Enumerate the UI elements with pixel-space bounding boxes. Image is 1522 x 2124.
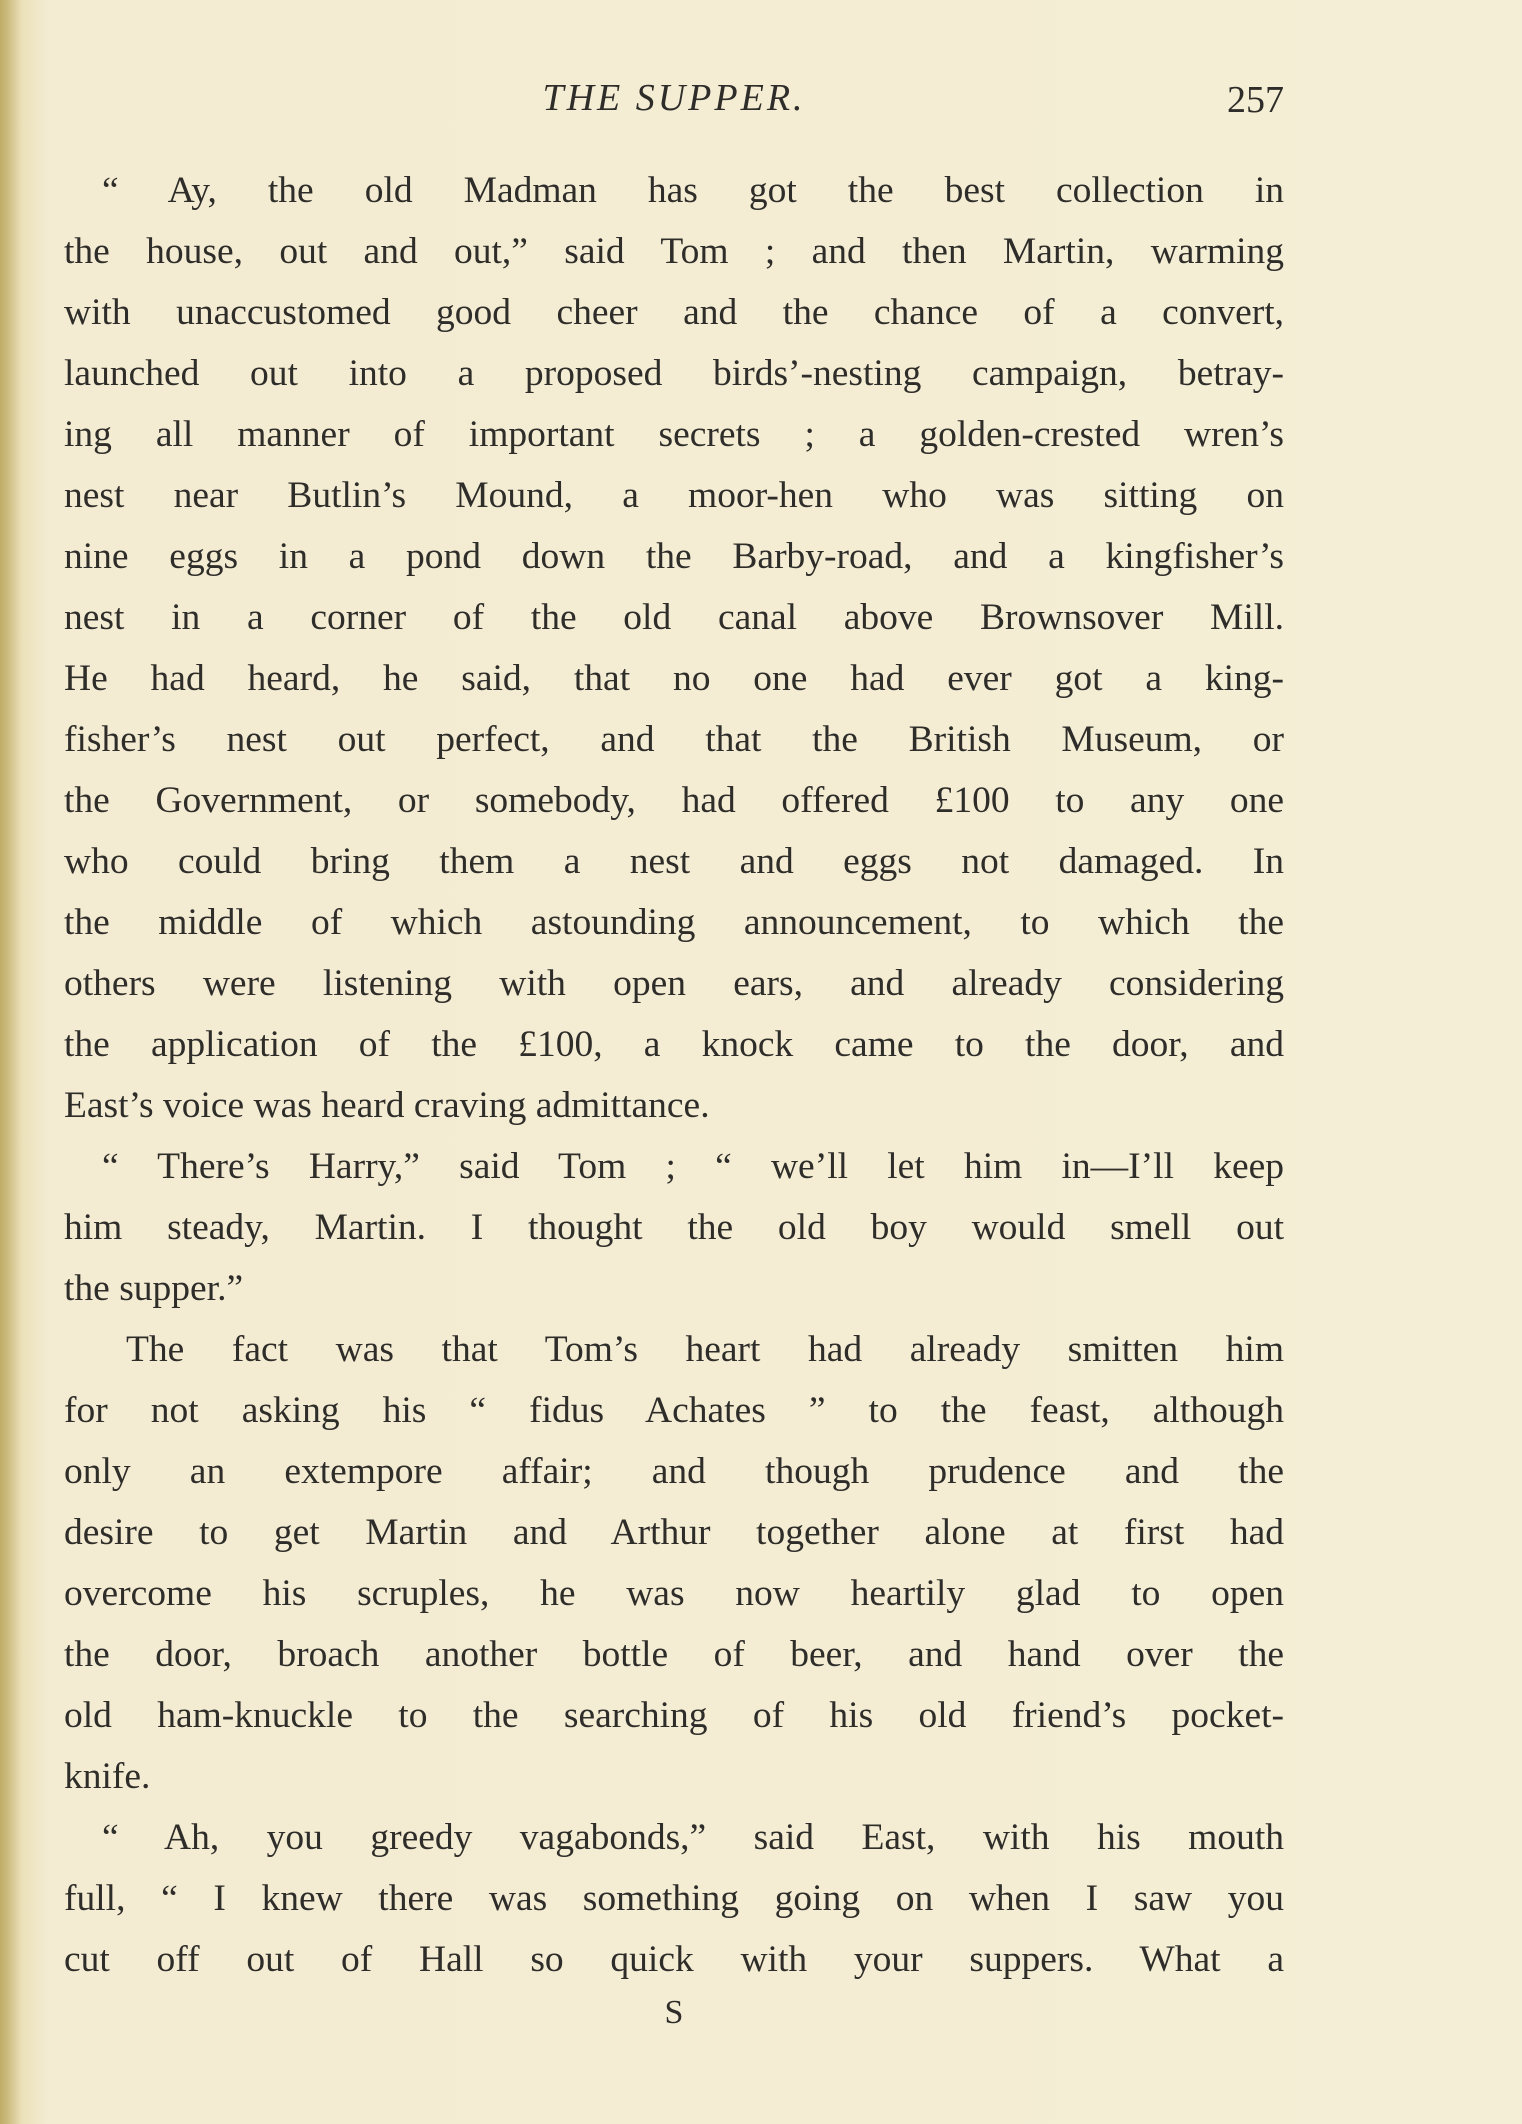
text-line: “ There’s Harry,” said Tom ; “ we’ll let him in—I’ll keep xyxy=(102,1146,1284,1187)
text-line: “ Ah, you greedy vagabonds,” said East, with his mouth xyxy=(102,1817,1284,1858)
text-line: old ham-knuckle to the searching of his old friend’s pocket- xyxy=(64,1695,1284,1736)
text-line: overcome his scruples, he was now heartily glad to open xyxy=(64,1573,1284,1614)
text-line: East’s voice was heard craving admittance. xyxy=(64,1085,710,1126)
text-line: who could bring them a nest and eggs not damaged. In xyxy=(64,841,1284,882)
text-line: with unaccustomed good cheer and the chance of a convert, xyxy=(64,292,1284,333)
text-line: others were listening with open ears, and already considering xyxy=(64,963,1284,1004)
text-line: fisher’s nest out perfect, and that the British Museum, or xyxy=(64,719,1284,760)
text-line: the application of the £100, a knock came to the door, and xyxy=(64,1024,1284,1065)
text-line: nest near Butlin’s Mound, a moor-hen who was sitting on xyxy=(64,475,1284,516)
signature-mark: S xyxy=(664,1994,684,2031)
text-line: him steady, Martin. I thought the old boy would smell out xyxy=(64,1207,1284,1248)
text-line: launched out into a proposed birds’-nesting campaign, betray- xyxy=(64,353,1284,394)
body-text xyxy=(64,160,1284,1990)
text-line: the house, out and out,” said Tom ; and then Martin, warming xyxy=(64,231,1284,272)
text-line: the middle of which astounding announcement, to which the xyxy=(64,902,1284,943)
text-line: nest in a corner of the old canal above Brownsover Mill. xyxy=(64,597,1284,638)
text-line: for not asking his “ fidus Achates ” to the feast, although xyxy=(64,1390,1284,1431)
text-line: the door, broach another bottle of beer, and hand over the xyxy=(64,1634,1284,1675)
text-line: only an extempore affair; and though prudence and the xyxy=(64,1451,1284,1492)
running-head xyxy=(64,76,1284,126)
text-line: knife. xyxy=(64,1756,151,1797)
text-line: The fact was that Tom’s heart had already smitten him xyxy=(126,1329,1284,1370)
text-line: desire to get Martin and Arthur together alone at first had xyxy=(64,1512,1284,1553)
text-line: the supper.” xyxy=(64,1268,244,1309)
page-number: 257 xyxy=(1227,79,1284,121)
running-title: THE SUPPER. xyxy=(542,77,806,119)
text-line: “ Ay, the old Madman has got the best collection in xyxy=(102,170,1284,211)
text-line: nine eggs in a pond down the Barby-road, and a kingfisher’s xyxy=(64,536,1284,577)
text-line: cut off out of Hall so quick with your suppers. What a xyxy=(64,1939,1284,1980)
text-line: full, “ I knew there was something going on when I saw you xyxy=(64,1878,1284,1919)
text-line: ing all manner of important secrets ; a golden-crested wren’s xyxy=(64,414,1284,455)
text-line: He had heard, he said, that no one had ever got a king- xyxy=(64,658,1284,699)
spine-shadow xyxy=(0,0,22,2124)
text-line: the Government, or somebody, had offered £100 to any one xyxy=(64,780,1284,821)
